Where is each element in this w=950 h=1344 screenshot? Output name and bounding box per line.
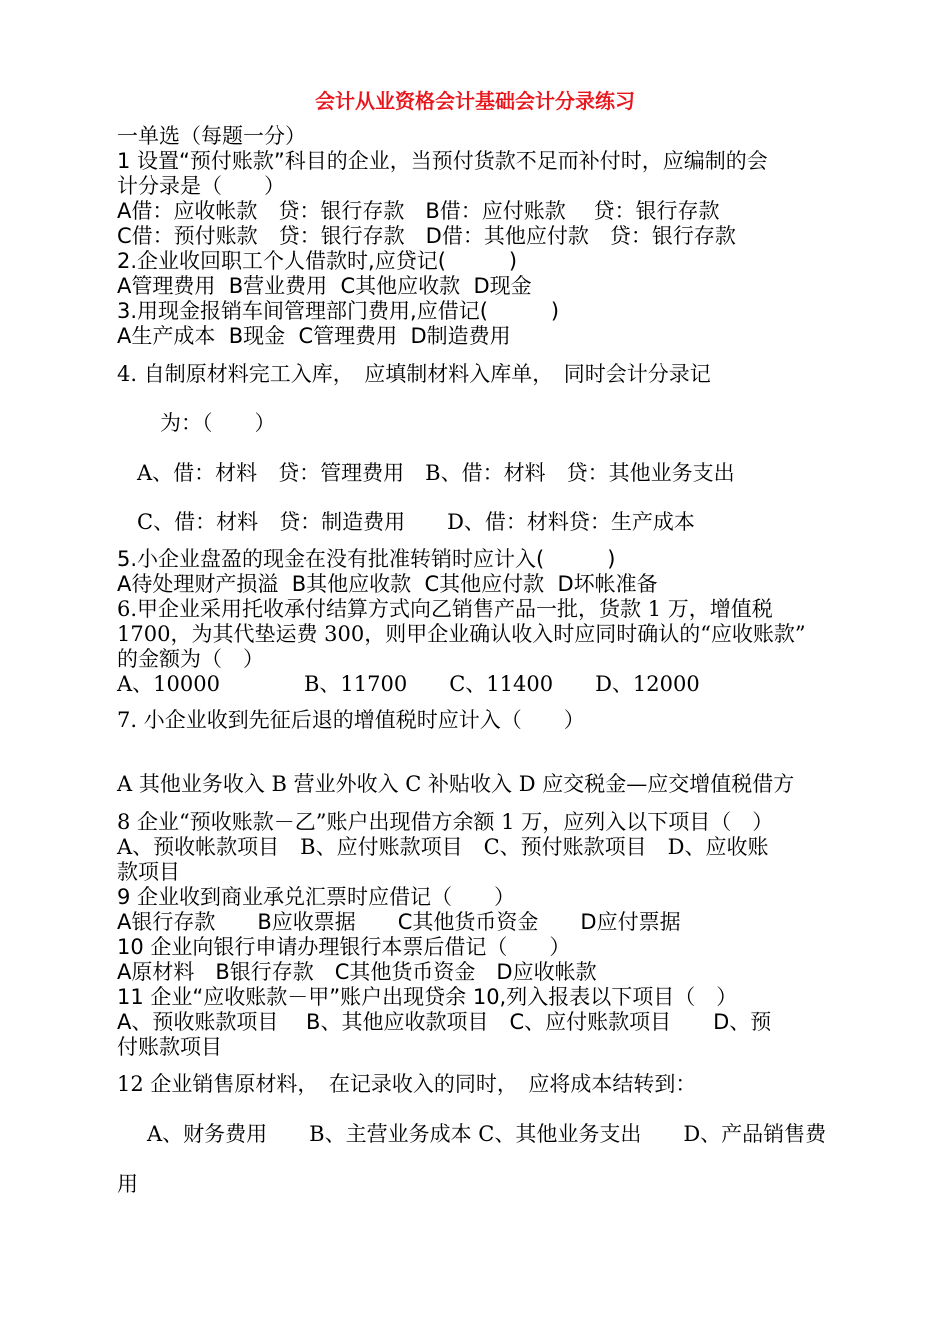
- question-4-options-ab: A、借：材料 贷：管理费用 B、借：材料 贷：其他业务支出: [137, 461, 735, 485]
- question-3: 3.用现金报销车间管理部门费用,应借记( ): [117, 299, 560, 323]
- question-2: 2.企业收回职工个人借款时,应贷记( ): [117, 249, 518, 273]
- question-4-options-cd: C、借：材料 贷：制造费用 D、借：材料贷：生产成本: [137, 510, 695, 534]
- question-8-options: A、预收帐款项目 B、应付账款项目 C、预付账款项目 D、应收账: [117, 835, 769, 859]
- question-1-options-ab: A借：应收帐款 贷：银行存款 B借：应付账款 贷：银行存款: [117, 199, 720, 223]
- question-9-options: A银行存款 B应收票据 C其他货币资金 D应付票据: [117, 910, 681, 934]
- question-5-options: A待处理财产损溢 B其他应收款 C其他应付款 D坏帐准备: [117, 572, 658, 596]
- question-8: 8 企业“预收账款－乙”账户出现借方余额 1 万，应列入以下项目（ ）: [117, 810, 774, 834]
- question-1: 1 设置“预付账款”科目的企业，当预付货款不足而补付时，应编制的会: [117, 149, 768, 173]
- question-4: 4. 自制原材料完工入库， 应填制材料入库单， 同时会计分录记: [117, 362, 711, 386]
- question-9: 9 企业收到商业承兑汇票时应借记（ ）: [117, 885, 516, 909]
- question-8-options-cont: 款项目: [117, 860, 180, 884]
- question-1-options-cd: C借：预付账款 贷：银行存款 D借：其他应付款 贷：银行存款: [117, 224, 736, 248]
- question-7: 7. 小企业收到先征后退的增值税时应计入（ ）: [117, 708, 585, 732]
- question-11-options: A、预收账款项目 B、其他应收款项目 C、应付账款项目 D、预: [117, 1010, 772, 1034]
- question-12-options-cont: 用: [117, 1172, 138, 1196]
- section-heading: 一单选（每题一分）: [117, 124, 306, 148]
- question-1-cont: 计分录是（ ）: [117, 174, 285, 198]
- question-12-options: A、财务费用 B、主营业务成本 C、其他业务支出 D、产品销售费: [147, 1122, 827, 1146]
- question-6-cont: 1700，为其代垫运费 300，则甲企业确认收入时应同时确认的“应收账款”: [117, 622, 806, 646]
- question-12: 12 企业销售原材料， 在记录收入的同时， 应将成本结转到：: [117, 1072, 697, 1096]
- question-5: 5.小企业盘盈的现金在没有批准转销时应计入( ): [117, 547, 616, 571]
- question-6-options: A、10000 B、11700 C、11400 D、12000: [117, 672, 700, 696]
- question-7-options: A 其他业务收入 B 营业外收入 C 补贴收入 D 应交税金—应交增值税借方: [117, 772, 795, 796]
- question-2-options: A管理费用 B营业费用 C其他应收款 D现金: [117, 274, 532, 298]
- question-10: 10 企业向银行申请办理银行本票后借记（ ）: [117, 935, 571, 959]
- question-11: 11 企业“应收账款－甲”账户出现贷余 10,列入报表以下项目（ ）: [117, 985, 738, 1009]
- question-6: 6.甲企业采用托收承付结算方式向乙销售产品一批，货款 1 万，增值税: [117, 597, 773, 621]
- question-11-options-cont: 付账款项目: [117, 1035, 222, 1059]
- question-10-options: A原材料 B银行存款 C其他货币资金 D应收帐款: [117, 960, 597, 984]
- question-4-cont: 为：（ ）: [160, 411, 276, 435]
- question-3-options: A生产成本 B现金 C管理费用 D制造费用: [117, 324, 511, 348]
- question-6-cont-2: 的金额为（ ）: [117, 647, 264, 671]
- page-title: 会计从业资格会计基础会计分录练习: [315, 89, 635, 113]
